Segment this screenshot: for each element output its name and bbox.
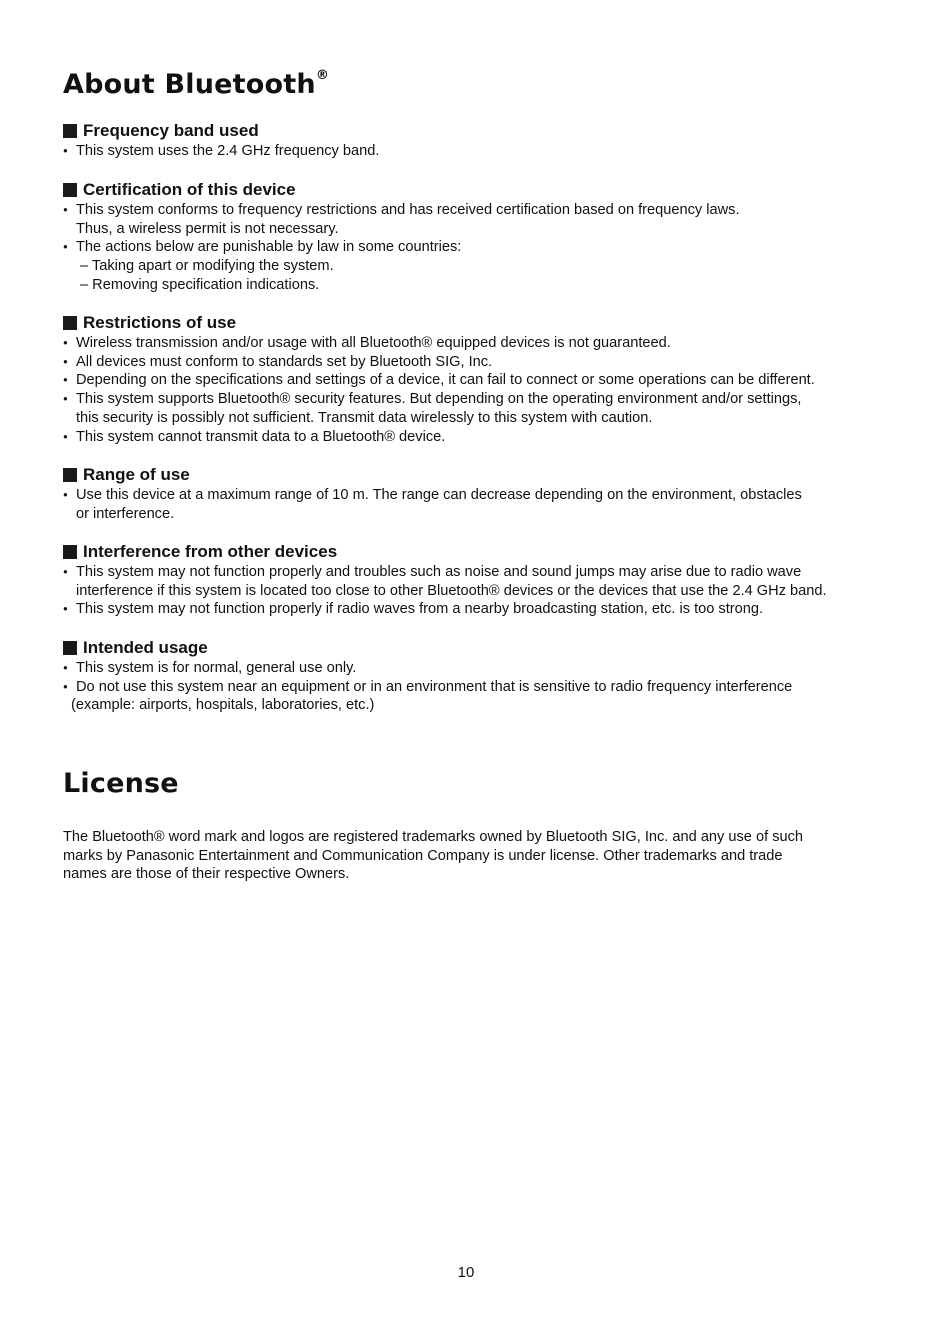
section-title-intended: Intended usage [63, 638, 893, 658]
bullet-item: ● This system may not function properly if radio waves from a nearby broadcasting station, etc. is too strong. [63, 601, 764, 618]
bullet-item: ● Do not use this system near an equipment or in an environment that is sensitive to radio frequency interference [63, 678, 793, 695]
page-number: 10 [457, 1264, 475, 1281]
registered-mark: ® [315, 68, 330, 83]
black-square-icon [63, 468, 77, 482]
bullet-icon: ● [63, 681, 68, 691]
black-square-icon [63, 641, 77, 655]
bullet-item: ● Wireless transmission and/or usage with all Bluetooth® equipped devices is not guaranteed. [63, 335, 671, 351]
bullet-continuation: interference if this system is located too close to other Bluetooth® devices or the devices that use the 2.4 GHz band. [76, 582, 827, 599]
section-title-certification: Certification of this device [63, 180, 893, 200]
bullet-item: ● This system conforms to frequency restrictions and has received certification based on frequency laws. [63, 202, 740, 218]
bullet-icon: ● [63, 394, 68, 404]
section-intended-usage [63, 638, 893, 715]
black-square-icon [63, 124, 77, 138]
example-line: (example: airports, hospitals, laboratories, etc.) [71, 697, 375, 714]
bullet-continuation: Thus, a wireless permit is not necessary. [76, 220, 339, 237]
bullet-icon: ● [63, 431, 68, 441]
bullet-item: ● This system cannot transmit data to a Bluetooth® device. [63, 428, 446, 445]
section-restrictions [63, 313, 893, 446]
license-paragraph: The Bluetooth® word mark and logos are registered trademarks owned by Bluetooth SIG, Inc. and any use of such marks by Panasonic Entertainment and Communication Company is under license. Other trademarks and trade names are those of their respective Owners. [63, 829, 804, 883]
bullet-item: ● This system supports Bluetooth® security features. But depending on the operating environment and/or settings, [63, 391, 802, 408]
bullet-icon: ● [63, 567, 68, 576]
about-bluetooth-title: About Bluetooth [63, 69, 316, 100]
bullet-icon: ● [63, 375, 68, 385]
black-square-icon [63, 316, 77, 330]
about-bluetooth-heading [63, 68, 330, 100]
section-title-interference: Interference from other devices [63, 542, 893, 562]
bullet-icon: ● [63, 490, 68, 499]
section-title-restrictions: Restrictions of use [63, 313, 893, 333]
bullet-icon: ● [63, 663, 68, 672]
bullet-icon: ● [63, 146, 68, 155]
section-title-frequency: Frequency band used [63, 121, 893, 141]
bullet-icon: ● [63, 205, 68, 214]
bullet-item: ● This system uses the 2.4 GHz frequency band. [63, 143, 380, 159]
bullet-item: ● This system may not function properly and troubles such as noise and sound jumps may arise due to radio wave [63, 564, 802, 580]
bullet-item: ● Use this device at a maximum range of 10 m. The range can decrease depending on the environment, obstacles [63, 487, 802, 503]
bullet-icon: ● [63, 338, 68, 347]
black-square-icon [63, 183, 77, 197]
section-interference [63, 542, 893, 619]
bullet-item: ● Depending on the specifications and settings of a device, it can fail to connect or some operations can be different. [63, 372, 815, 389]
section-certification [63, 180, 893, 295]
bullet-item: ● All devices must conform to standards set by Bluetooth SIG, Inc. [63, 353, 493, 370]
bullet-icon: ● [63, 356, 68, 366]
dash-item: – Removing specification indications. [80, 276, 320, 293]
section-title-range: Range of use [63, 465, 893, 485]
dash-item: – Taking apart or modifying the system. [80, 258, 334, 275]
bullet-continuation: this security is possibly not sufficient. Transmit data wirelessly to this system with caution. [76, 409, 653, 426]
section-frequency-band [63, 121, 893, 161]
bullet-icon: ● [63, 604, 68, 614]
bullet-icon: ● [63, 242, 68, 252]
bullet-item: ● The actions below are punishable by law in some countries: [63, 239, 462, 256]
bullet-item: ● This system is for normal, general use only. [63, 660, 357, 676]
black-square-icon [63, 545, 77, 559]
section-range [63, 465, 893, 523]
bullet-continuation: or interference. [76, 505, 175, 522]
license-heading: License [63, 768, 179, 799]
